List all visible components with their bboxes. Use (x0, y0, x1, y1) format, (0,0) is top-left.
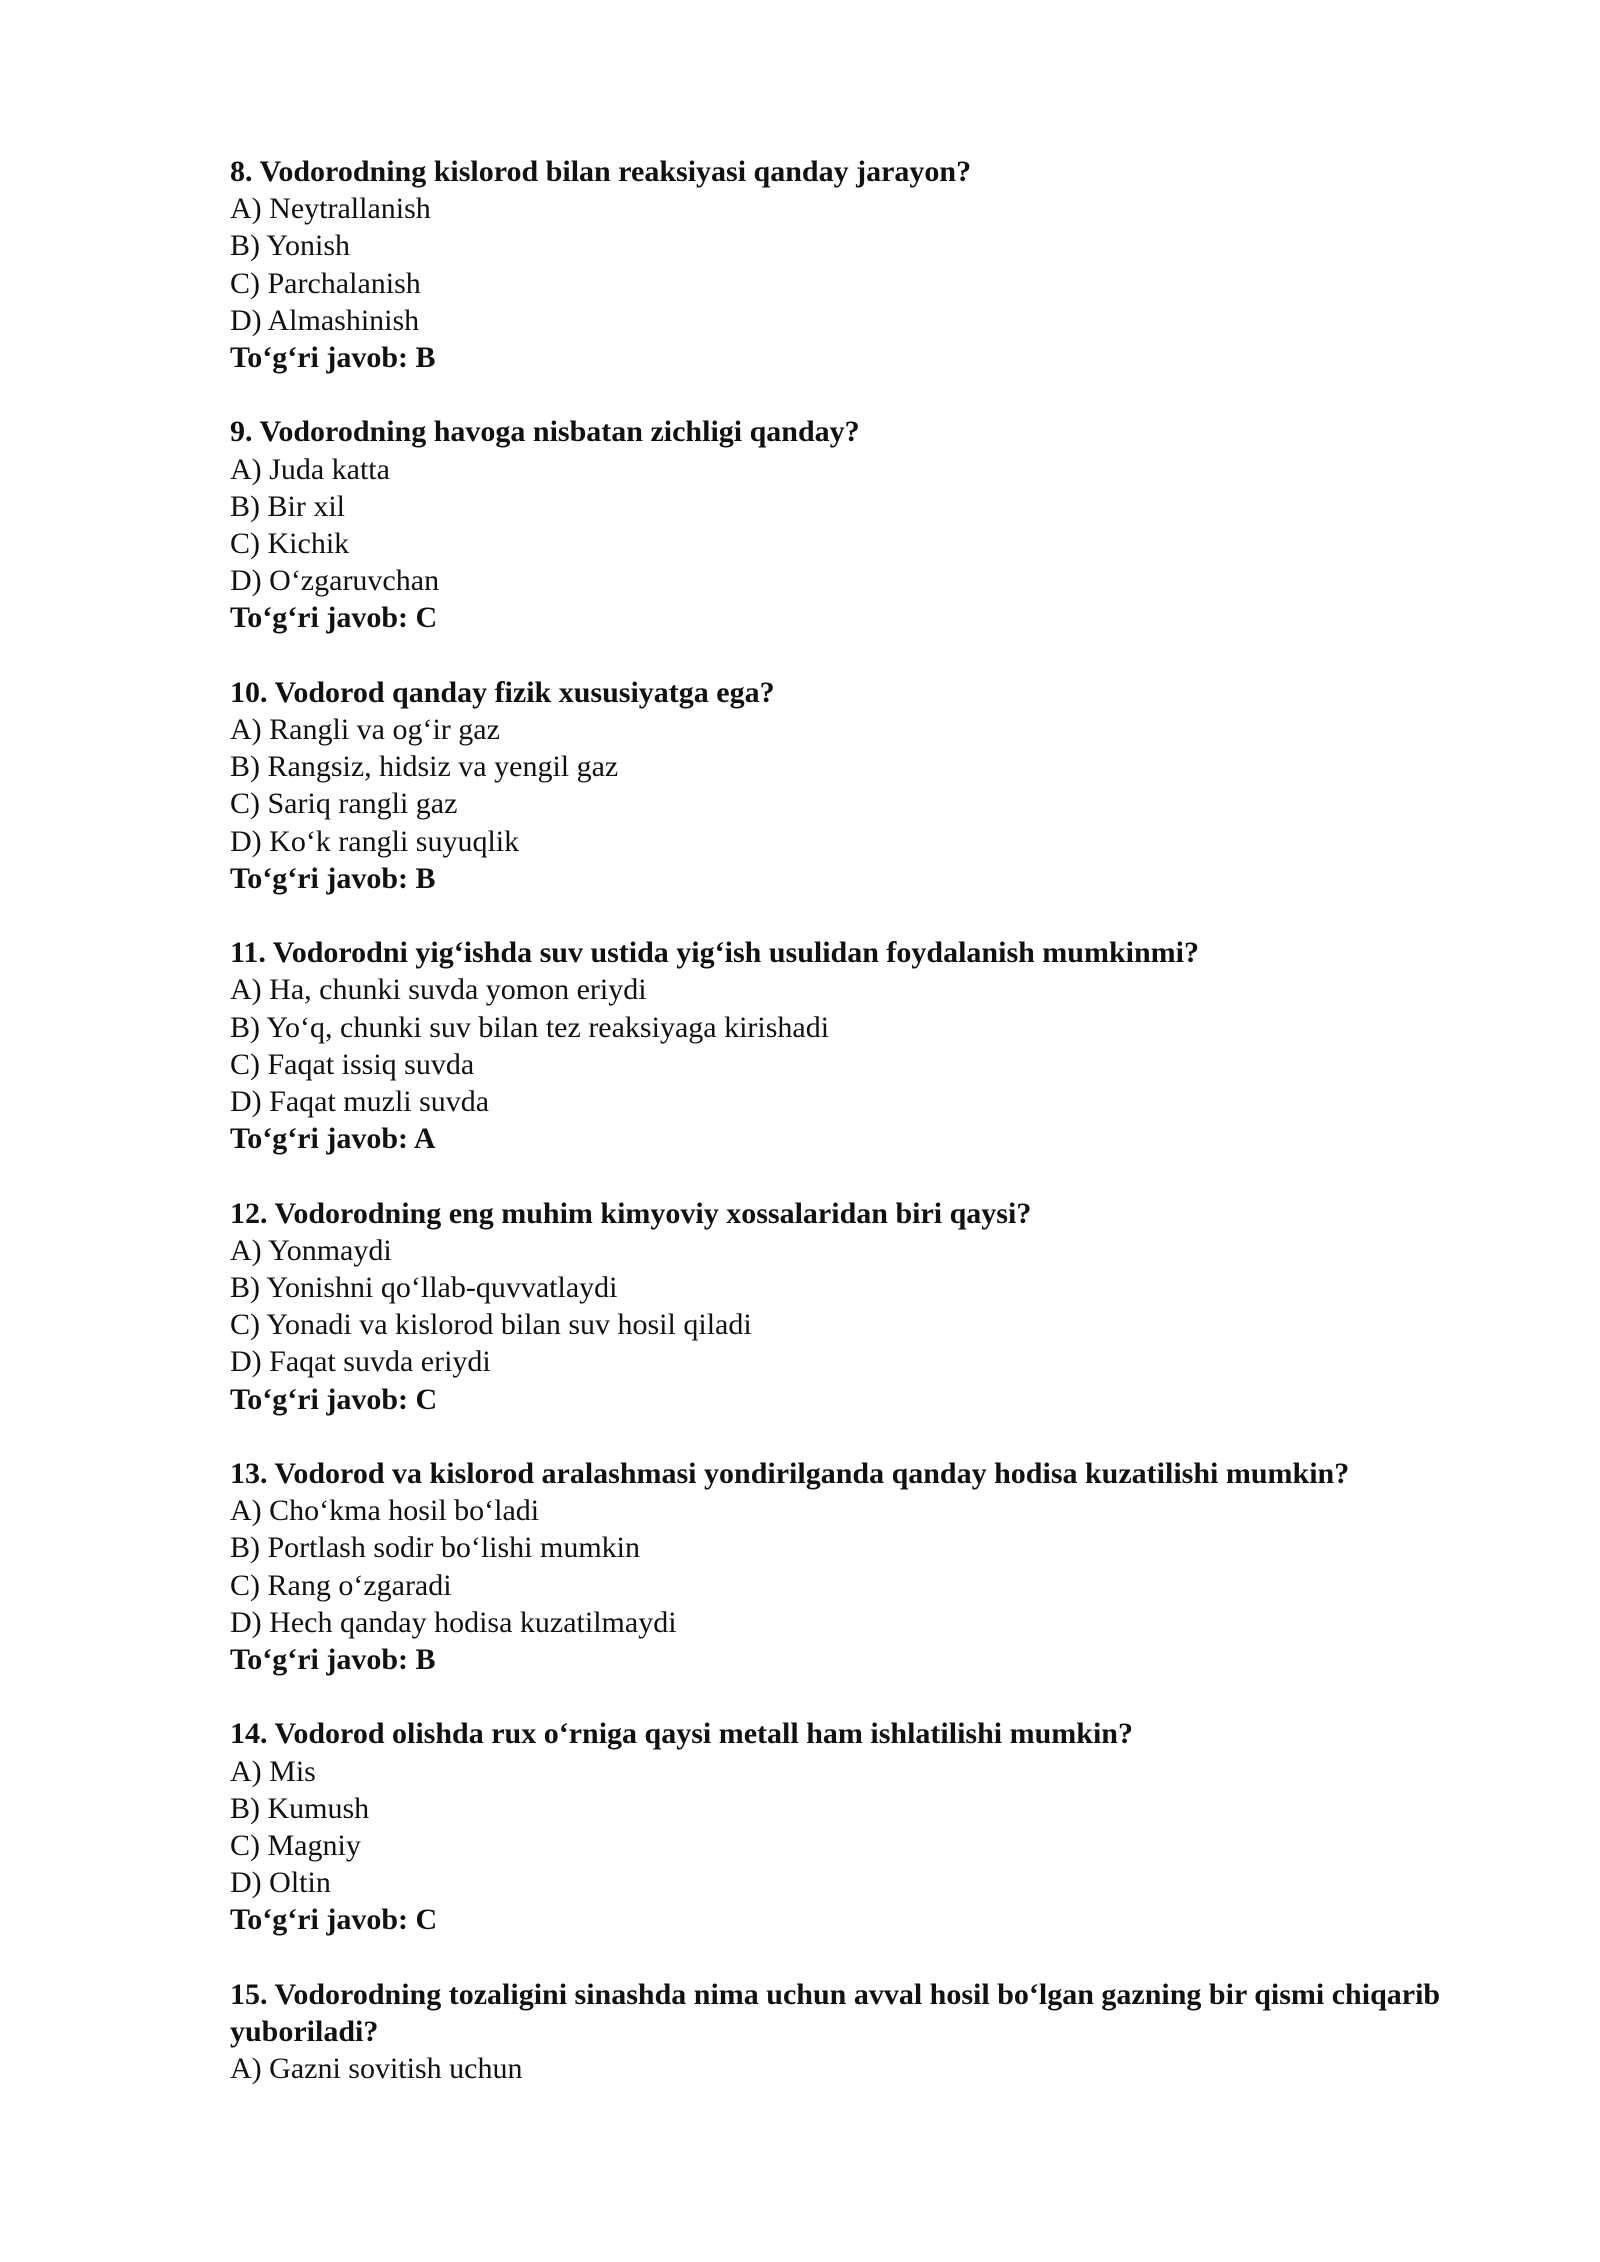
option-d: D) Faqat muzli suvda (230, 1085, 490, 1119)
correct-answer: To‘g‘ri javob: B (230, 341, 436, 375)
option-a: A) Juda katta (230, 452, 390, 486)
option-b: B) Bir xil (230, 489, 346, 523)
question-8 (230, 153, 1480, 376)
option-d: D) Almashinish (230, 303, 420, 337)
correct-answer: To‘g‘ri javob: C (230, 601, 438, 635)
option-a: A) Neytrallanish (230, 192, 431, 226)
option-d: D) Hech qanday hodisa kuzatilmaydi (230, 1605, 677, 1639)
question-9 (230, 413, 1480, 636)
option-c: C) Rang o‘zgaradi (230, 1568, 452, 1602)
question-12 (230, 1195, 1480, 1418)
question-title: 13. Vodorod va kislorod aralashmasi yondirilganda qanday hodisa kuzatilishi mumkin? (230, 1457, 1350, 1491)
question-title: 11. Vodorodni yig‘ishda suv ustida yig‘ish usulidan foydalanish mumkinmi? (230, 936, 1199, 970)
option-d: D) Oltin (230, 1866, 331, 1900)
question-title: 8. Vodorodning kislorod bilan reaksiyasi qanday jarayon? (230, 155, 972, 188)
option-c: C) Parchalanish (230, 266, 421, 300)
question-title: 12. Vodorodning eng muhim kimyoviy xossalaridan biri qaysi? (230, 1196, 1032, 1230)
correct-answer: To‘g‘ri javob: C (230, 1382, 438, 1416)
option-c: C) Yonadi va kislorod bilan suv hosil qiladi (230, 1308, 752, 1342)
option-b: B) Yonish (230, 229, 351, 263)
option-d: D) Faqat suvda eriydi (230, 1345, 491, 1379)
correct-answer: To‘g‘ri javob: C (230, 1903, 438, 1937)
question-title: 10. Vodorod qanday fizik xususiyatga ega? (230, 675, 775, 709)
question-title: 9. Vodorodning havoga nisbatan zichligi qanday? (230, 415, 860, 449)
question-11 (230, 934, 1480, 1157)
document-page (230, 153, 1480, 2087)
option-c: C) Faqat issiq suvda (230, 1047, 475, 1081)
option-a: A) Cho‘kma hosil bo‘ladi (230, 1494, 540, 1528)
question-13 (230, 1455, 1480, 1678)
option-a: A) Gazni sovitish uchun (230, 2052, 523, 2086)
option-c: C) Magniy (230, 1829, 361, 1863)
option-d: D) Ko‘k rangli suyuqlik (230, 824, 520, 858)
question-14 (230, 1715, 1480, 1938)
option-a: A) Yonmaydi (230, 1233, 392, 1267)
correct-answer: To‘g‘ri javob: B (230, 861, 436, 895)
option-b: B) Rangsiz, hidsiz va yengil gaz (230, 750, 619, 784)
correct-answer: To‘g‘ri javob: B (230, 1643, 436, 1677)
question-title: 14. Vodorod olishda rux o‘rniga qaysi metall ham ishlatilishi mumkin? (230, 1717, 1133, 1751)
correct-answer: To‘g‘ri javob: A (230, 1122, 436, 1156)
option-b: B) Portlash sodir bo‘lishi mumkin (230, 1531, 641, 1565)
option-a: A) Mis (230, 1754, 316, 1788)
option-b: B) Yonishni qo‘llab-quvvatlaydi (230, 1271, 618, 1305)
question-15 (230, 1976, 1480, 2088)
option-b: B) Kumush (230, 1791, 370, 1825)
option-a: A) Rangli va og‘ir gaz (230, 713, 500, 747)
option-c: C) Kichik (230, 527, 350, 561)
option-b: B) Yo‘q, chunki suv bilan tez reaksiyaga kirishadi (230, 1010, 830, 1044)
option-c: C) Sariq rangli gaz (230, 787, 458, 821)
question-title: 15. Vodorodning tozaligini sinashda nima uchun avval hosil bo‘lgan gazning bir qismi chiqarib yuboriladi? (230, 1977, 1441, 2049)
option-d: D) O‘zgaruvchan (230, 564, 440, 598)
question-10 (230, 674, 1480, 897)
option-a: A) Ha, chunki suvda yomon eriydi (230, 973, 647, 1007)
